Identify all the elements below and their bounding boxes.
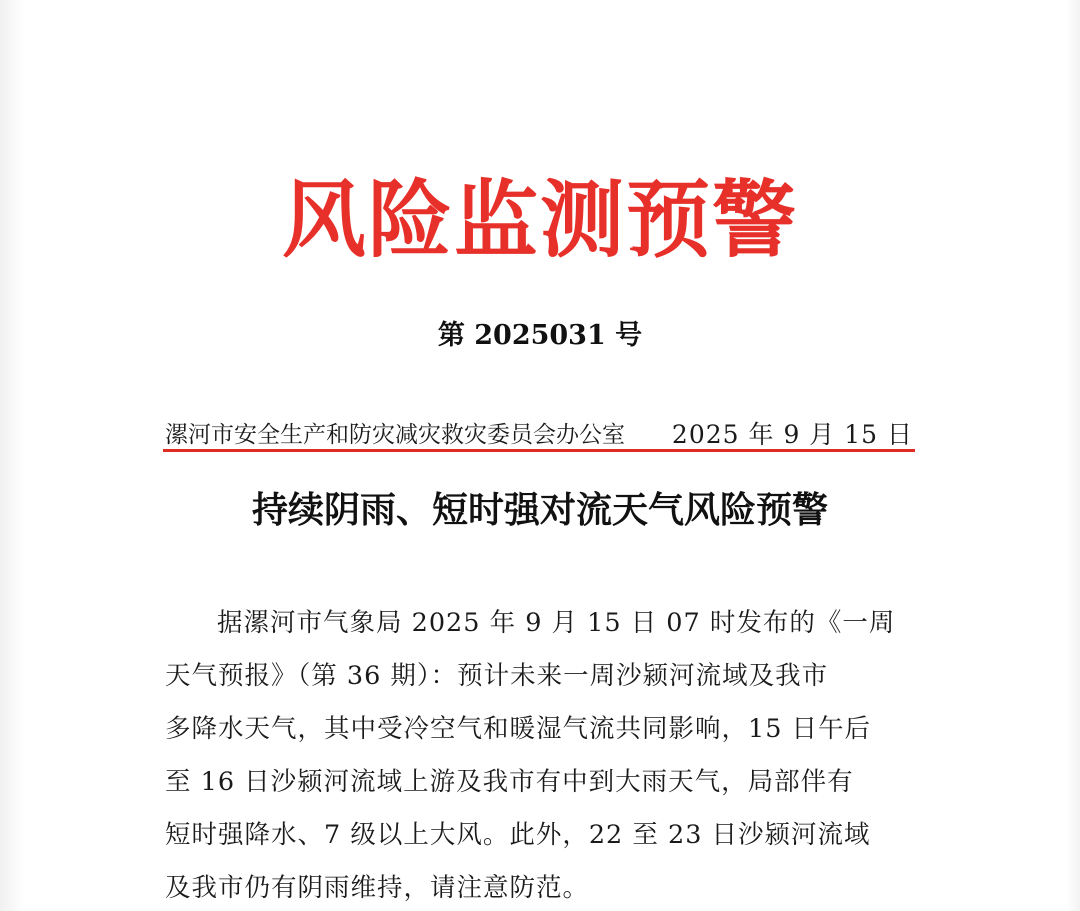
body-line: 据漯河市气象局 2025 年 9 月 15 日 07 时发布的《一周: [217, 608, 896, 638]
masthead-title: 风险监测预警: [281, 170, 798, 269]
issue-date: 2025 年 9 月 15 日: [671, 420, 913, 449]
issuer-row: [165, 418, 913, 452]
body-line: 及我市仍有阴雨维持，请注意防范。: [165, 873, 590, 903]
body-line: 多降水天气，其中受冷空气和暖湿气流共同影响，15 日午后: [165, 714, 872, 744]
page-shadow-left: [0, 0, 24, 911]
red-separator-line: [163, 449, 915, 452]
body-line: 短时强降水、7 级以上大风。此外，22 至 23 日沙颍河流域: [165, 820, 871, 850]
document-number: 第 2025031 号: [437, 320, 643, 351]
body-paragraph: [165, 597, 920, 911]
issuer-name: 漯河市安全生产和防灾减灾救灾委员会办公室: [165, 422, 625, 448]
body-line: 至 16 日沙颍河流域上游及我市有中到大雨天气，局部伴有: [165, 767, 854, 797]
body-line: 天气预报》（第 36 期）：预计未来一周沙颍河流域及我市: [165, 661, 829, 691]
document-title: 持续阴雨、短时强对流天气风险预警: [251, 489, 828, 531]
page-shadow-right: [1066, 0, 1080, 911]
